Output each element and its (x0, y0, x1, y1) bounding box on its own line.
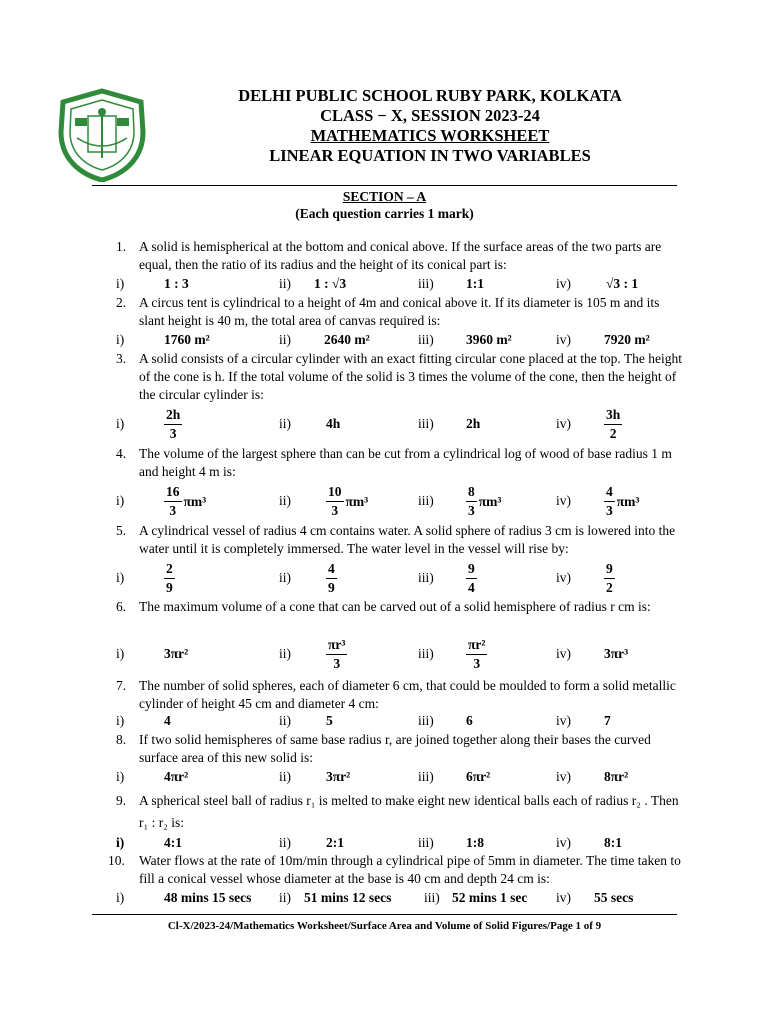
document-header (160, 86, 700, 166)
question-10-options: i) 48 mins 15 secs ii) 51 mins 12 secs iii) 52 mins 1 sec iv) 55 secs (116, 890, 634, 905)
school-crest-logo (55, 88, 149, 182)
question-5-options: i) $\frac{2}{9}$ ii) $\frac{4}{9}$ iii) $\frac{9}{4}$ iv) $\frac{9}{2}$ (116, 561, 613, 595)
worksheet-title: MATHEMATICS WORKSHEET (310, 126, 550, 145)
question-9: 9. A spherical steel ball of radius r₁ is melted to make eight new identical balls each of radius r₂ . Then r₁ : r₂ is: (116, 793, 679, 830)
topic-title: LINEAR EQUATION IN TWO VARIABLES (269, 146, 591, 165)
section-heading (92, 188, 677, 222)
question-4-options: i) $\frac{16}{3}$ πm³ ii) $\frac{10}{3}$ πm³ iii) $\frac{8}{3}$ πm³ iv) $\frac{4}{3}$ πm³ (116, 484, 640, 518)
question-2: 2. A circus tent is cylindrical to a height of 4m and conical above it. If its diameter is 105 m and its slant height is 40 m, the total area of canvas required is: (116, 295, 660, 328)
question-3-options: i) $\frac{2h}{3}$ ii) 4h iii) 2h iv) $\frac{3h}{2}$ (116, 407, 621, 441)
question-3: 3. A solid consists of a circular cylinder with an exact fitting circular cone placed at the top. The height of the cone is h. If the total volume of the solid is 3 times the volume of the cone, then the height of the circular cylinder is: (116, 351, 682, 402)
question-8: 8. If two solid hemispheres of same base radius r, are joined together along their bases the curved surface area of this new solid is: (116, 732, 651, 765)
question-4: 4. The volume of the largest sphere than can be cut from a cylindrical log of wood of base radius 1 m and height 4 m is: (116, 446, 672, 479)
question-7-options: i) 4 ii) 5 iii) 6 iv) 7 (116, 713, 611, 728)
question-6: 6. The maximum volume of a cone that can be carved out of a solid hemisphere of radius r cm is: (116, 599, 651, 614)
page-footer: Cl-X/2023-24/Mathematics Worksheet/Surface Area and Volume of Solid Figures/Page 1 of 9 (167, 920, 602, 932)
question-9-options: i) 4:1 ii) 2:1 iii) 1:8 iv) 8:1 (116, 835, 622, 850)
question-6-options: i) 3πr² ii) $\frac{\text{πr³}}{3}$ iii) $\frac{\text{πr²}}{3}$ iv) 3πr³ (116, 637, 629, 671)
question-8-options: i) 4πr² ii) 3πr² iii) 6πr² iv) 8πr² (116, 769, 629, 784)
section-title: SECTION – A (342, 189, 427, 204)
question-1-options: i) 1 : 3 ii) 1 : √3 iii) 1:1 iv) √3 : 1 (116, 276, 639, 291)
question-5: 5. A cylindrical vessel of radius 4 cm contains water. A solid sphere of radius 3 cm is lowered into the water until it is completely immersed. The water level in the vessel will rise by: (116, 523, 676, 556)
question-10: 10. Water flows at the rate of 10m/min through a cylindrical pipe of 5mm in diameter. The time taken to fill a conical vessel whose diameter at the base is 40 cm and depth 24 cm is: (108, 853, 681, 886)
footer-divider (92, 914, 677, 915)
school-name: DELHI PUBLIC SCHOOL RUBY PARK, KOLKATA (238, 86, 622, 105)
section-note: (Each question carries 1 mark) (295, 206, 474, 221)
question-7: 7. The number of solid spheres, each of diameter 6 cm, that could be moulded to form a solid metallic cylinder of height 45 cm and diameter 4 cm: (116, 678, 676, 711)
question-1: 1. A solid is hemispherical at the bottom and conical above. If the surface areas of the two parts are equal, then the ratio of its radius and the height of its conical part is: (116, 239, 662, 272)
header-divider (92, 185, 677, 186)
question-2-options: i) 1760 m² ii) 2640 m² iii) 3960 m² iv) 7920 m² (116, 332, 650, 347)
class-session: CLASS − X, SESSION 2023-24 (320, 106, 540, 125)
